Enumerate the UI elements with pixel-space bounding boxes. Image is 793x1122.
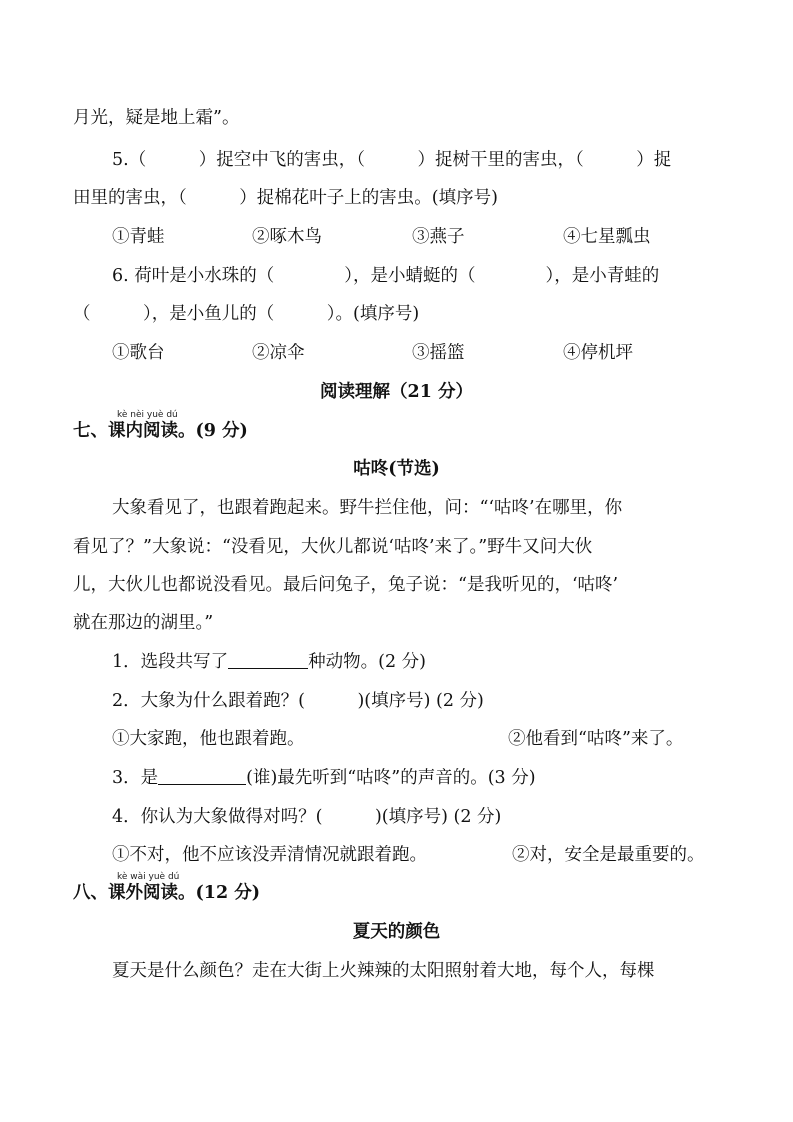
option: ③摇篮 bbox=[412, 343, 465, 363]
option: ④停机坪 bbox=[563, 343, 633, 363]
question-1 bbox=[112, 650, 792, 674]
option: ②啄木鸟 bbox=[252, 227, 322, 247]
option: ①不对，他不应该没弄清情况就跟着跑。 bbox=[112, 845, 427, 865]
passage-title: 咕咚(节选) bbox=[353, 459, 440, 479]
passage-line: 就在那边的湖里。” bbox=[73, 613, 214, 633]
passage-title: 夏天的颜色 bbox=[352, 922, 441, 942]
question-2: 2．大象为什么跟着跑？( )(填序号) (2 分) bbox=[112, 691, 484, 711]
question-4: 4．你认为大象做得对吗？( )(填序号) (2 分) bbox=[112, 807, 502, 827]
option: ④七星瓢虫 bbox=[563, 227, 651, 247]
option: ①歌台 bbox=[112, 343, 165, 363]
section-heading: 阅读理解（21 分） bbox=[320, 382, 473, 402]
question-2-options bbox=[0, 727, 793, 751]
option: ②他看到“咕咚”来了。 bbox=[508, 729, 684, 749]
option: ①青蛙 bbox=[112, 227, 165, 247]
option: ②凉伞 bbox=[252, 343, 305, 363]
question-6-options bbox=[0, 341, 793, 365]
question-4-options bbox=[0, 843, 793, 867]
question-3-text: (谁)最先听到“咕咚”的声音的。(3 分) bbox=[246, 768, 536, 788]
question-5-options bbox=[0, 225, 793, 249]
pinyin-annotation: kè nèi yuè dú bbox=[117, 410, 178, 420]
pinyin-annotation: kè wài yuè dú bbox=[117, 872, 180, 882]
part-7-title: 七、课内阅读。(9 分) bbox=[73, 421, 248, 441]
option: ③燕子 bbox=[412, 227, 465, 247]
question-5-line1: 5.（ ）捉空中飞的害虫，（ ）捉树干里的害虫，（ ）捉 bbox=[112, 150, 672, 170]
question-1-text: 种动物。(2 分) bbox=[308, 652, 426, 672]
passage-line: 看见了？”大象说：“没看见，大伙儿都说‘咕咚’来了。”野牛又问大伙 bbox=[73, 537, 593, 557]
passage-line: 儿，大伙儿也都说没看见。最后问兔子，兔子说：“是我听见的，‘咕咚’ bbox=[73, 575, 619, 595]
question-3 bbox=[112, 766, 792, 790]
question-5-line2: 田里的害虫，（ ）捉棉花叶子上的害虫。(填序号) bbox=[73, 188, 498, 208]
option: ②对，安全是最重要的。 bbox=[512, 845, 705, 865]
question-1-text: 1．选段共写了 bbox=[112, 652, 229, 672]
passage-line: 夏天是什么颜色？走在大街上火辣辣的太阳照射着大地，每个人，每棵 bbox=[112, 961, 655, 981]
question-6-line1: 6. 荷叶是小水珠的（ ），是小蜻蜓的（ ），是小青蛙的 bbox=[112, 266, 660, 286]
option: ①大家跑，他也跟着跑。 bbox=[112, 729, 305, 749]
passage-line: 大象看见了，也跟着跑起来。野牛拦住他，问：“‘咕咚’在哪里，你 bbox=[112, 498, 623, 518]
answer-blank[interactable] bbox=[228, 650, 308, 669]
text-line: 月光，疑是地上霜”。 bbox=[73, 108, 240, 128]
answer-blank[interactable] bbox=[158, 766, 246, 785]
part-8-title: 八、课外阅读。(12 分) bbox=[73, 883, 261, 903]
question-3-text: 3．是 bbox=[112, 768, 159, 788]
question-6-line2: （ ），是小鱼儿的（ ）。(填序号) bbox=[73, 304, 420, 324]
